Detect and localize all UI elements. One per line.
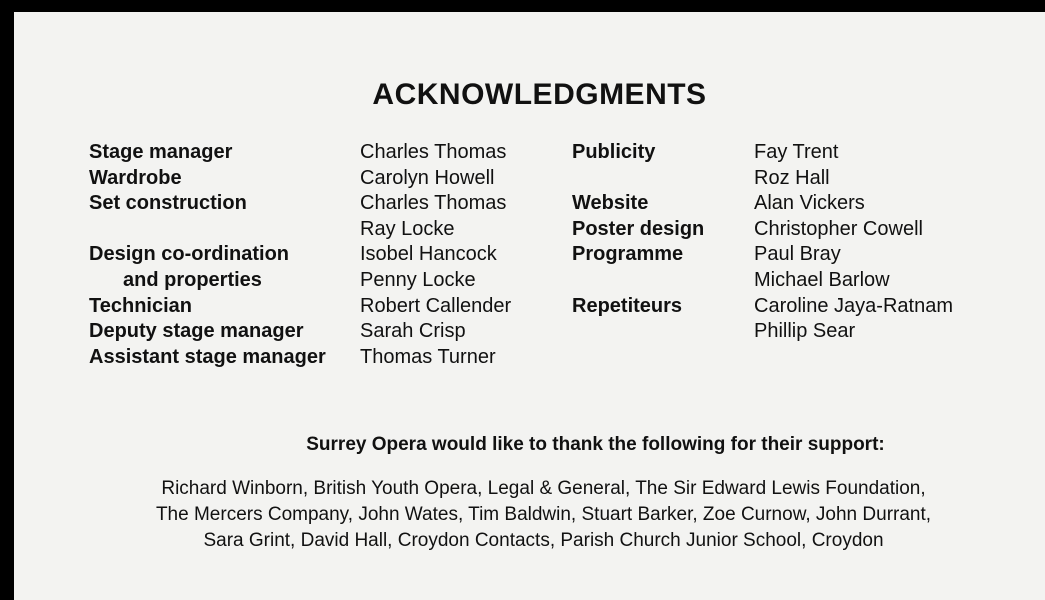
left-role-7: Deputy stage manager (89, 320, 304, 343)
left-name-3: Ray Locke (360, 217, 455, 240)
right-name-2: Alan Vickers (754, 192, 865, 215)
right-role-3: Poster design (572, 217, 705, 240)
programme-page (14, 12, 1045, 600)
right-name-4: Paul Bray (754, 243, 841, 266)
left-name-8: Thomas Turner (360, 345, 496, 368)
left-name-5: Penny Locke (360, 269, 476, 291)
page-title: ACKNOWLEDGMENTS (372, 78, 707, 111)
right-role-6: Repetiteurs (572, 294, 683, 317)
thanks-line-2: The Mercers Company, John Wates, Tim Baldwin, Stuart Barker, Zoe Curnow, John Durrant, (155, 504, 932, 525)
right-role-4: Programme (572, 243, 684, 266)
left-name-6: Robert Callender (360, 294, 512, 317)
left-role-5: and properties (123, 269, 262, 291)
right-name-3: Christopher Cowell (754, 217, 923, 240)
thanks-list (28, 476, 1045, 554)
right-name-1: Roz Hall (754, 166, 830, 189)
right-name-7: Phillip Sear (754, 320, 856, 343)
left-name-0: Charles Thomas (360, 141, 507, 163)
left-role-4: Design co-ordination (89, 243, 289, 266)
left-role-6: Technician (89, 294, 192, 317)
left-name-1: Carolyn Howell (360, 166, 495, 189)
left-role-0: Stage manager (89, 141, 233, 163)
right-role-0: Publicity (572, 141, 656, 163)
right-name-6: Caroline Jaya-Ratnam (754, 294, 953, 317)
left-role-8: Assistant stage manager (89, 345, 326, 368)
right-name-5: Michael Barlow (754, 269, 890, 291)
right-role-2: Website (572, 192, 649, 215)
left-role-2: Set construction (89, 192, 247, 215)
thanks-heading: Surrey Opera would like to thank the following for their support: (306, 434, 885, 455)
thanks-line-1: Richard Winborn, British Youth Opera, Legal & General, The Sir Edward Lewis Foundation, (161, 478, 926, 499)
left-name-7: Sarah Crisp (360, 320, 466, 343)
left-role-1: Wardrobe (89, 166, 182, 189)
left-name-4: Isobel Hancock (360, 243, 497, 266)
right-name-0: Fay Trent (754, 141, 839, 163)
thanks-line-3: Sara Grint, David Hall, Croydon Contacts, Parish Church Junior School, Croydon (203, 530, 884, 551)
left-name-2: Charles Thomas (360, 192, 507, 215)
